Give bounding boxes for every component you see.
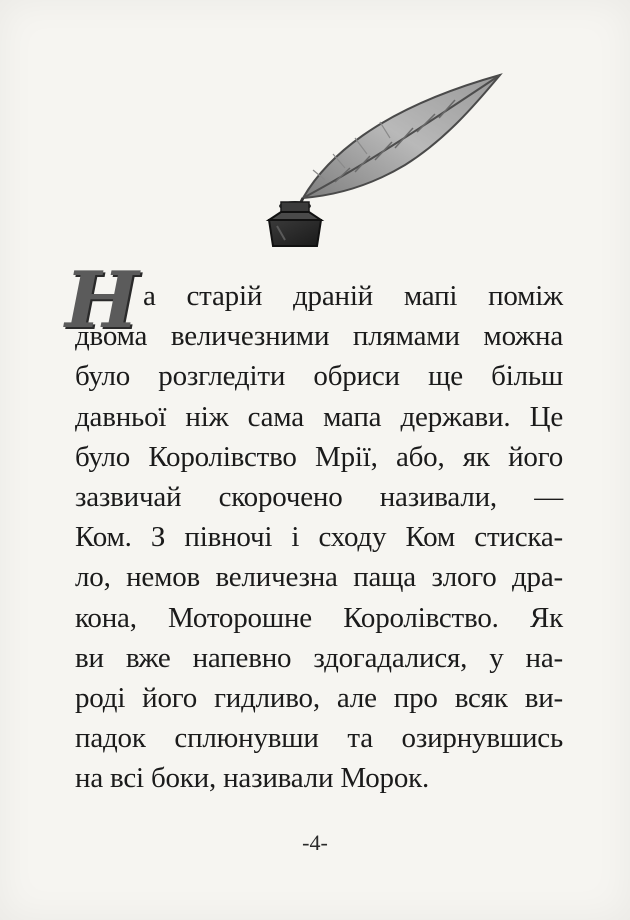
text-line: ло, немов величезна паща злого дра-	[75, 561, 563, 594]
drop-cap: Н	[65, 255, 139, 346]
quill-and-inkwell-icon	[255, 70, 515, 260]
text-line: зазвичай скорочено називали, —	[75, 480, 563, 513]
text-line: падок сплюнувши та озирнувшись	[75, 722, 563, 755]
text-line: давньої ніж сама мапа держави. Це	[75, 400, 563, 433]
text-line: ви вже напевно здогадалися, у на-	[75, 641, 563, 674]
text-line: Ком. З півночі і сходу Ком стиска-	[75, 521, 563, 554]
text-line: а старій драній мапі поміж	[143, 280, 563, 312]
text-line: роді його гидливо, але про всяк ви-	[75, 681, 563, 714]
page-number: -4-	[302, 830, 328, 855]
paragraph	[65, 255, 563, 798]
text-line: було Королівство Мрії, або, як його	[75, 440, 563, 473]
text-line: на всі боки, називали Морок.	[75, 762, 430, 795]
text-line: було розгледіти обриси ще більш	[75, 360, 563, 393]
text-line: кона, Моторошне Королівство. Як	[75, 601, 563, 634]
text-line: двома величезними плямами можна	[75, 320, 563, 353]
